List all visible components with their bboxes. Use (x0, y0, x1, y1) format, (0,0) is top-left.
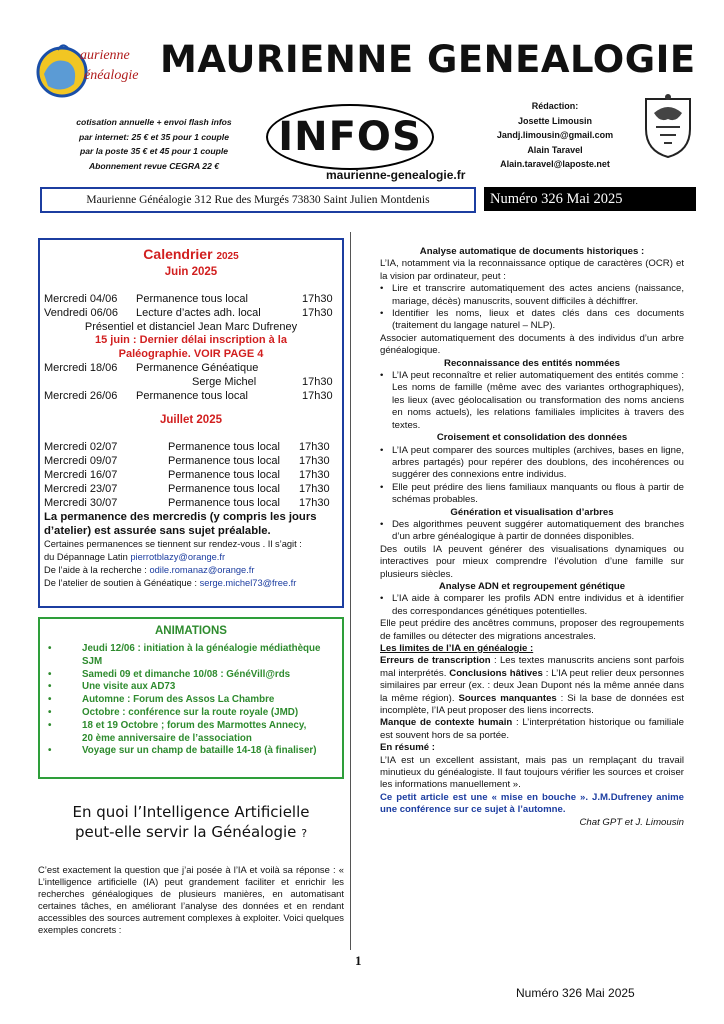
issue-badge: Numéro 326 Mai 2025 (484, 187, 696, 211)
redaction-email[interactable]: Alain.taravel@laposte.net (500, 159, 610, 169)
address-box: Maurienne Généalogie 312 Rue des Murgés 73830 Saint Julien Montdenis (40, 187, 476, 213)
animation-item: • Voyage sur un champ de bataille 14-18 (à finaliser) (48, 745, 317, 757)
page-number: 1 (355, 953, 362, 968)
calendar-row: Mercredi 23/07 Permanence tous local 17h30 (44, 483, 330, 495)
contact-line: du Dépannage Latin pierrotblazy@orange.fr (44, 552, 226, 562)
redaction-block (470, 99, 640, 172)
infos-oval: INFOS (266, 104, 434, 170)
blue-note: Ce petit article est une « mise en bouche ». J.M.Dufreney anime une conférence sur ce sujet à l’automne. (380, 791, 684, 816)
calendar-row: Serge Michel 17h30 (192, 376, 333, 388)
cotisation-info (34, 115, 274, 173)
limits-heading: Les limites de l’IA en généalogie : (380, 643, 534, 654)
calendar-row: Mercredi 26/06 Permanence tous local 17h30 (44, 390, 333, 402)
newsletter-title: MAURIENNE GENEALOGIE (160, 38, 696, 81)
section-heading: Analyse automatique de documents historiques : (419, 246, 645, 257)
permanence-notice: La permanence des mercredis (y compris les jours d’atelier) est assurée sans sujet préalable. (44, 511, 317, 537)
redaction-name: Alain Taravel (527, 144, 583, 155)
redaction-label: Rédaction: (531, 101, 579, 111)
bullet-item: • L’IA peut reconnaître et relier automatiquement des entités comme : Les noms de famille (même avec des variantes orthographiques), les lieux (avec géolocalisation ou transformation des noms anciens en noms actuels), les relations familiales implicites à travers des textes. (380, 370, 684, 431)
calendar-note: Présentiel et distanciel Jean Marc Dufreney (84, 321, 298, 333)
deadline-note: 15 juin : Dernier délai inscription à la Paléographie. VOIR PAGE 4 (95, 334, 287, 360)
summary-text: L’IA est un excellent assistant, mais pas un remplaçant du travail minutieux du généalogiste. Il faut toujours vérifier les sources et croiser les informations manuellement ». (380, 754, 684, 791)
calendar-row: Mercredi 02/07 Permanence tous local 17h30 (44, 441, 330, 453)
animation-item: • 18 et 19 Octobre ; forum des Marmottes Annecy, 20 ème anniversaire de l’association (48, 719, 307, 744)
logo-text-2: énéalogie (84, 68, 139, 83)
bullet-item: • Elle peut prédire des liens familiaux manquants ou flous à partir de schémas probables. (380, 481, 684, 506)
animation-item: • Samedi 09 et dimanche 10/08 : GénéVill@rds (48, 668, 291, 680)
summary-heading: En résumé : (380, 742, 435, 754)
animation-item: • Une visite aux AD73 (48, 681, 176, 693)
bullet-item: • Des algorithmes peuvent suggérer automatiquement des branches d’un arbre généalogique à partir de données disponibles. (380, 518, 684, 543)
month-heading: Juin 2025 (164, 266, 218, 278)
animations-title: ANIMATIONS (155, 625, 227, 637)
contact-email[interactable]: serge.michel73@free.fr (199, 578, 297, 588)
paragraph: Elle peut prédire des ancêtres communs, proposer des regroupements de familles ou détecter des migrations ancestrales. (380, 618, 684, 642)
article-intro: C’est exactement la question que j’ai posée à l’IA et voilà sa réponse : « L’intelligence artificielle (IA) peut grandement faciliter et enrichir les recherches généalogiques de plusieurs manières, en automatisant certaines tâches, en améliorant l’analyse des données et en rendant accessibles des sources autrement complexes à exploiter. Voici quelques exemples concrets : (38, 864, 344, 935)
website-link[interactable]: maurienne-genealogie.fr (326, 168, 466, 182)
contact-email[interactable]: pierrotblazy@orange.fr (130, 552, 226, 562)
article-title: En quoi l’Intelligence Artificielle peut-elle servir la Généalogie ? (72, 803, 310, 841)
bullet-item: • L’IA aide à comparer les profils ADN entre individus et à identifier des correspondances génétiques potentielles. (380, 593, 684, 617)
paragraph: Des outils IA peuvent générer des visualisations dynamiques ou interactives pour mieux comprendre l’évolution d’une famille sur plusieurs siècles. (380, 543, 684, 580)
animation-item: • Octobre : conférence sur la route royale (JMD) (48, 706, 299, 718)
article-body (380, 246, 684, 829)
cotisation-line: Abonnement revue CEGRA 22 € (88, 160, 220, 171)
logo (34, 38, 172, 108)
calendar-row: Vendredi 06/06 Lecture d’actes adh. local 17h30 (44, 307, 333, 319)
calendar-box (38, 238, 344, 608)
section-heading: Analyse ADN et regroupement génétique (438, 580, 626, 592)
signature: Chat GPT et J. Limousin (579, 816, 684, 828)
column-divider (350, 232, 351, 950)
contact-line: De l’atelier de soutien à Généatique : serge.michel73@free.fr (44, 578, 297, 588)
redaction-email[interactable]: Jandj.limousin@gmail.com (496, 130, 614, 140)
calendar-row: Mercredi 16/07 Permanence tous local 17h30 (44, 469, 330, 481)
cotisation-line: par internet: 25 € et 35 pour 1 couple (79, 131, 229, 142)
rdv-note: Certaines permanences se tiennent sur rendez-vous . Il s’agit : (44, 539, 302, 549)
animation-item: • Automne : Forum des Assos La Chambre (48, 694, 275, 706)
calendar-row: Mercredi 09/07 Permanence tous local 17h30 (44, 455, 330, 467)
paragraph: Associer automatiquement des documents à des individus d’un arbre généalogique. (380, 332, 684, 357)
calendar-row: Mercredi 30/07 Permanence tous local 17h30 (44, 497, 330, 509)
animation-item: • Jeudi 12/06 : initiation à la généalogie médiathèque SJM (48, 643, 321, 667)
footer-issue: Numéro 326 Mai 2025 (516, 986, 635, 1000)
bullet-item: • L’IA peut comparer des sources multiples (archives, bases en ligne, arbres partagés) pour repérer des doublons, des incohérences ou suggérer des connexions entre individus. (380, 444, 684, 481)
crest-icon (640, 93, 696, 159)
calendar-row: Mercredi 18/06 Permanence Généatique (44, 362, 259, 374)
calendar-title: Calendrier 2025 (143, 246, 239, 262)
section-heading: Croisement et consolidation des données (436, 432, 628, 444)
bullet-item: • Identifier les noms, lieux et dates clés dans ces documents (traitement du langage naturel – NLP). (380, 308, 684, 332)
bullet-item: • Lire et transcrire automatiquement des actes anciens (naissance, mariage, décès) manuscrits, souvent difficiles à déchiffrer. (380, 283, 684, 307)
limits-paragraph: Erreurs de transcription : Les textes manuscrits anciens sont parfois mal interprétés. Conclusions hâtives : L’IA peut relier deux personnes similaires par erreur (ex. : deux Jean Dupont nés la même année dans la même région). Sources manquantes : Si la base de données est incomplète, l’IA peut proposer des liens incorrects. (380, 655, 685, 717)
section-heading: Génération et visualisation d’arbres (450, 506, 614, 518)
logo-text-1: aurienne (80, 48, 130, 63)
calendar-row: Mercredi 04/06 Permanence tous local 17h30 (44, 293, 333, 305)
paragraph: L’IA, notamment via la reconnaissance optique de caractères (OCR) et la vision par ordinateur, peut : (380, 258, 684, 282)
limits-paragraph: Manque de contexte humain : L’interprétation historique ou familiale est souvent hors de sa portée. (380, 717, 684, 741)
redaction-name: Josette Limousin (517, 115, 592, 126)
cotisation-line: par la poste 35 € et 45 pour 1 couple (79, 146, 229, 156)
section-heading: Reconnaissance des entités nommées (444, 357, 620, 369)
cotisation-line: cotisation annuelle + envoi flash infos (76, 117, 232, 127)
contact-email[interactable]: odile.romanaz@orange.fr (149, 565, 255, 575)
month-heading: Juillet 2025 (159, 414, 222, 426)
animations-box (38, 617, 344, 779)
contact-line: De l’aide à la recherche : odile.romanaz@orange.fr (44, 565, 255, 575)
